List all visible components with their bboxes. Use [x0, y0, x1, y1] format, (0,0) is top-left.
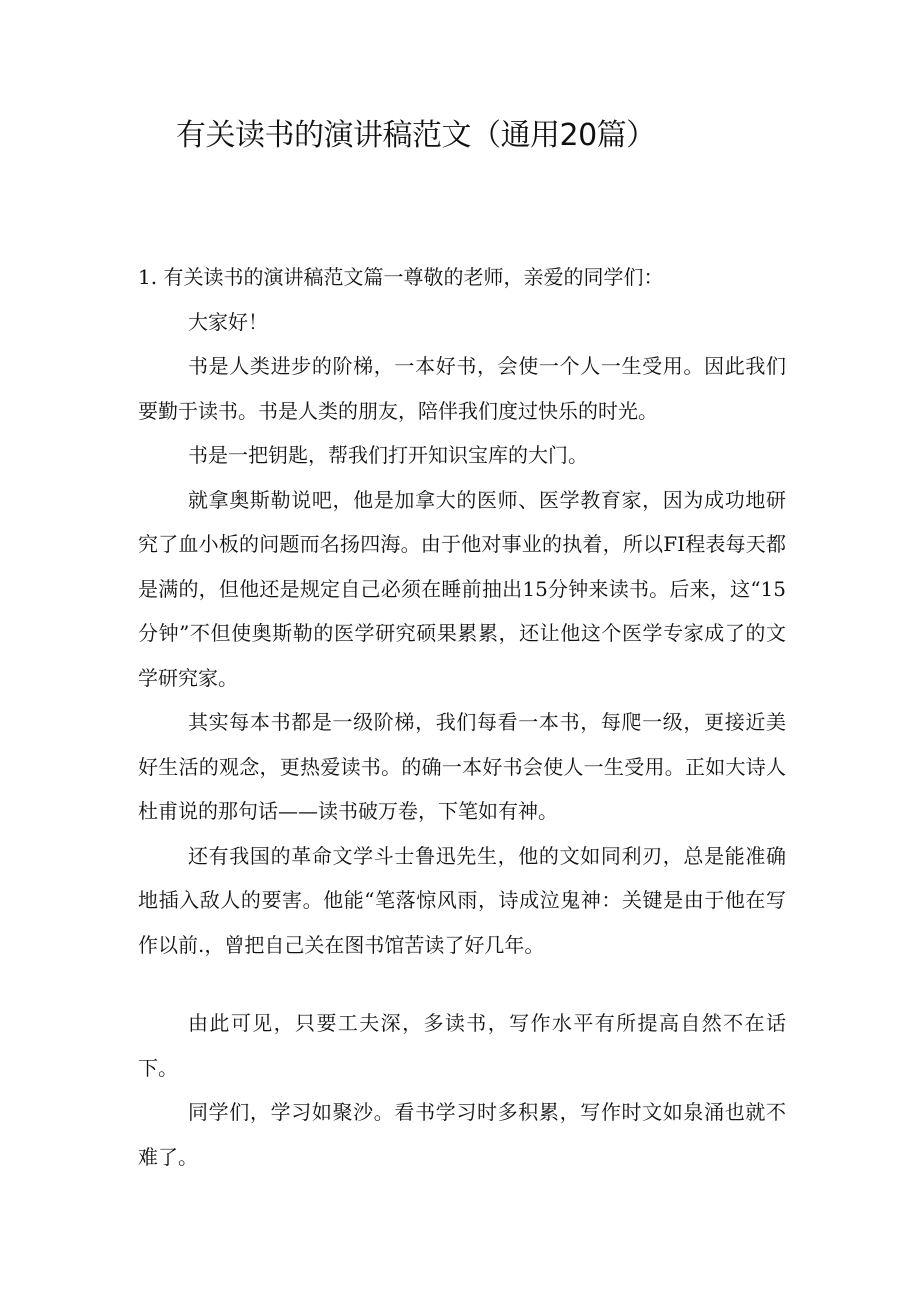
paragraph: 还有我国的革命文学斗士鲁迅先生，他的文如同利刃，总是能准确地插入敌人的要害。他能“笔落惊风雨，诗成泣鬼神：关键是由于他在写作以前.，曾把自己关在图书馆苦读了好几年。	[138, 843, 786, 957]
paragraph: 书是一把钥匙，帮我们打开知识宝库的大门。	[188, 443, 588, 467]
paragraph: 由此可见，只要工夫深，多读书，写作水平有所提高自然不在话下。	[138, 1011, 786, 1080]
paragraph: 就拿奥斯勒说吧，他是加拿大的医师、医学教育家，因为成功地研究了血小板的问题而名扬四海。由于他对事业的执着，所以FI程表每天都是满的，但他还是规定自己必须在睡前抽出15分钟来读书。后来，这“15分钟”不但使奥斯勒的医学研究硕果累累，还让他这个医学专家成了的文学研究家。	[138, 487, 786, 690]
paragraph-greeting: 大家好！	[188, 309, 268, 334]
document-title: 有关读书的演讲稿范文（通用20篇）	[176, 118, 656, 153]
document-body	[138, 255, 786, 1179]
paragraph: 同学们，学习如聚沙。看书学习时多积累，写作时文如泉涌也就不难了。	[138, 1100, 786, 1169]
paragraph: 书是人类进步的阶梯，一本好书，会使一个人一生受用。因此我们要勤于读书。书是人类的朋友，陪伴我们度过快乐的时光。	[138, 354, 786, 423]
paragraph-heading: 1. 有关读书的演讲稿范文篇一尊敬的老师，亲爱的同学们：	[138, 265, 664, 289]
paragraph: 其实每本书都是一级阶梯，我们每看一本书，每爬一级，更接近美好生活的观念，更热爱读书。的确一本好书会使人一生受用。正如大诗人杜甫说的那句话——读书破万卷，下笔如有神。	[138, 710, 786, 823]
